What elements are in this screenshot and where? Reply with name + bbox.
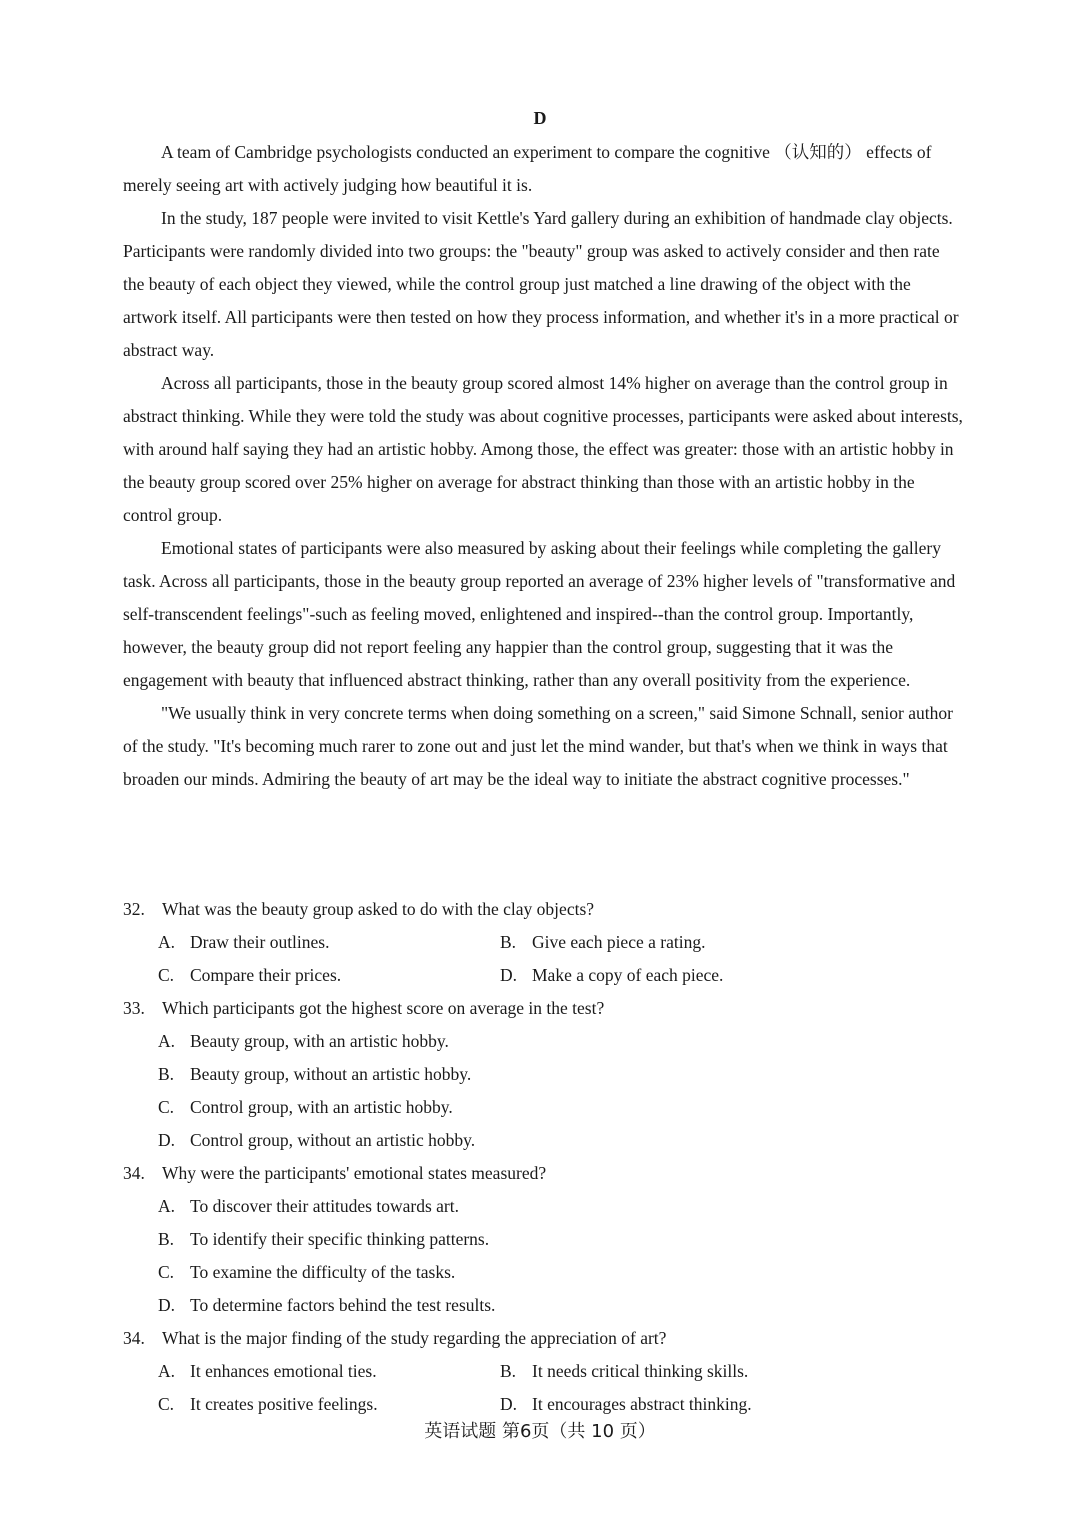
- passage-paragraph: Across all participants, those in the beauty group scored almost 14% higher on average than the control group in abstract thinking. While they were told the study was about cognitive processes, participants were asked about interests, with around half saying they had an artistic hobby. Among those, the effect was greater: those with an artistic hobby in the beauty group scored over 25% higher on average for abstract thinking than those with an artistic hobby in the control group.: [123, 373, 963, 525]
- option: [158, 926, 500, 959]
- passage-paragraph: "We usually think in very concrete terms when doing something on a screen," said Simone Schnall, senior author of the study. "It's becoming much rarer to zone out and just let the mind wander, but that's when we think in ways that broaden our minds. Admiring the beauty of art may be the ideal way to initiate the abstract cognitive processes.": [123, 703, 953, 789]
- option-text: Beauty group, without an artistic hobby.: [190, 1064, 472, 1084]
- passage-paragraph: In the study, 187 people were invited to visit Kettle's Yard gallery during an exhibition of handmade clay objects. Participants were randomly divided into two groups: the "beauty" group was asked to actively consider and then rate the beauty of each object they viewed, while the control group just matched a line drawing of the object with the artwork itself. All participants were then tested on how they process information, and whether it's in a more practical or abstract way.: [123, 208, 959, 360]
- option: [500, 1355, 842, 1388]
- question-stem: Why were the participants' emotional states measured?: [162, 1163, 547, 1183]
- option-list: [158, 1025, 963, 1157]
- option-text: It enhances emotional ties.: [190, 1361, 377, 1381]
- option-text: To examine the difficulty of the tasks.: [190, 1262, 456, 1282]
- question-number: 34.: [123, 1163, 145, 1183]
- option-letter: A.: [158, 1031, 176, 1051]
- option-text: Control group, without an artistic hobby.: [190, 1130, 476, 1150]
- passage-paragraph: Emotional states of participants were also measured by asking about their feelings while completing the gallery task. Across all participants, those in the beauty group reported an average of 23% higher levels of "transformative and self-transcendent feelings"-such as feeling moved, enlightened and inspired--than the control group. Importantly, however, the beauty group did not report feeling any happier than the control group, suggesting that it was the engagement with beauty that influenced abstract thinking, rather than any overall positivity from the experience.: [123, 538, 956, 690]
- option-list: [158, 1190, 963, 1322]
- question-stem: What is the major finding of the study regarding the appreciation of art?: [162, 1328, 667, 1348]
- option-list: [158, 926, 963, 992]
- option: [158, 1223, 963, 1256]
- option: [158, 959, 500, 992]
- option: [158, 1124, 963, 1157]
- option-text: Make a copy of each piece.: [532, 965, 724, 985]
- option-text: To discover their attitudes towards art.: [190, 1196, 459, 1216]
- option-letter: B.: [158, 1229, 175, 1249]
- option-text: To identify their specific thinking patterns.: [190, 1229, 490, 1249]
- option-letter: B.: [500, 932, 517, 952]
- question-number: 34.: [123, 1328, 145, 1348]
- question: [123, 893, 963, 992]
- option: [158, 1256, 963, 1289]
- option-letter: A.: [158, 1196, 176, 1216]
- question-number: 33.: [123, 998, 145, 1018]
- option-text: To determine factors behind the test results.: [190, 1295, 496, 1315]
- option: [158, 1025, 963, 1058]
- option-list: [158, 1355, 963, 1421]
- option-letter: A.: [158, 1361, 176, 1381]
- option-text: Give each piece a rating.: [532, 932, 706, 952]
- option-text: It creates positive feelings.: [190, 1394, 378, 1414]
- option-letter: C.: [158, 1097, 175, 1117]
- option-letter: D.: [158, 1295, 176, 1315]
- reading-passage: [123, 136, 963, 796]
- option-letter: D.: [500, 965, 518, 985]
- option: [158, 1190, 963, 1223]
- option-letter: A.: [158, 932, 176, 952]
- question-list: [123, 893, 963, 1421]
- page-footer: 英语试题 第6页（共 10 页）: [424, 1421, 656, 1442]
- option-letter: C.: [158, 1262, 175, 1282]
- option-letter: D.: [158, 1130, 176, 1150]
- option-letter: B.: [158, 1064, 175, 1084]
- option: [500, 959, 842, 992]
- option-text: Control group, with an artistic hobby.: [190, 1097, 453, 1117]
- question: [123, 992, 963, 1157]
- option-text: It encourages abstract thinking.: [532, 1394, 752, 1414]
- passage-paragraph: A team of Cambridge psychologists conducted an experiment to compare the cognitive （认知的） effects of merely seeing art with actively judging how beautiful it is.: [123, 142, 932, 195]
- option-text: Beauty group, with an artistic hobby.: [190, 1031, 449, 1051]
- question: [123, 1322, 963, 1421]
- question-stem: Which participants got the highest score on average in the test?: [162, 998, 605, 1018]
- option: [158, 1355, 500, 1388]
- question-number: 32.: [123, 899, 145, 919]
- option: [158, 1058, 963, 1091]
- option: [158, 1091, 963, 1124]
- option-text: Compare their prices.: [190, 965, 342, 985]
- option-text: Draw their outlines.: [190, 932, 330, 952]
- option-letter: B.: [500, 1361, 517, 1381]
- option: [500, 926, 842, 959]
- option-letter: D.: [500, 1394, 518, 1414]
- option: [158, 1289, 963, 1322]
- option-letter: C.: [158, 1394, 175, 1414]
- question-stem: What was the beauty group asked to do with the clay objects?: [162, 899, 595, 919]
- option-letter: C.: [158, 965, 175, 985]
- question: [123, 1157, 963, 1322]
- option-text: It needs critical thinking skills.: [532, 1361, 749, 1381]
- section-heading: D: [533, 108, 547, 128]
